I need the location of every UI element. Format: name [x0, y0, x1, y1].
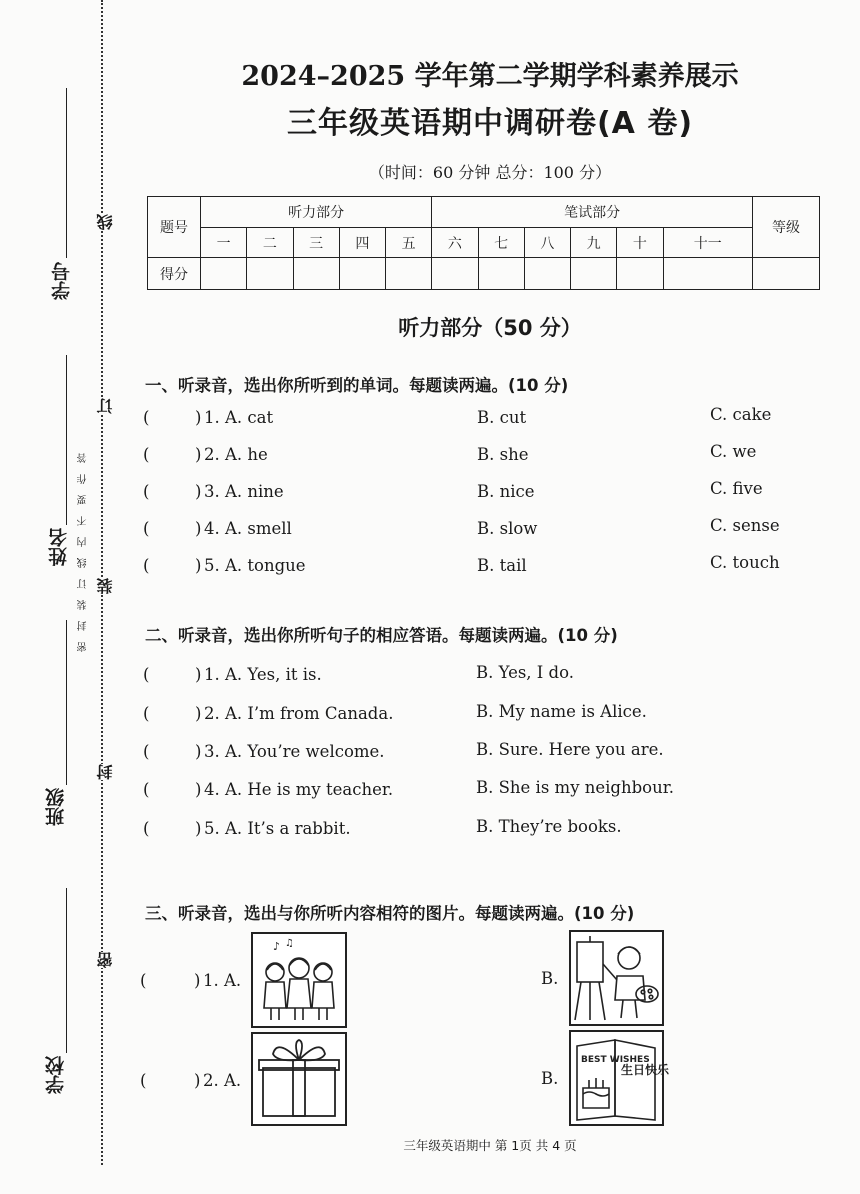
- option-a: 4. A. smell: [204, 519, 292, 538]
- answer-blank[interactable]: (: [143, 519, 150, 538]
- option-a: 3. A. nine: [204, 482, 284, 501]
- question-no-header: 题号: [148, 197, 201, 258]
- score-cell[interactable]: [571, 258, 617, 290]
- col-header: 十一: [663, 228, 753, 258]
- school-label: 学校: [45, 1056, 67, 1094]
- score-cell[interactable]: [201, 258, 247, 290]
- class-field[interactable]: [66, 620, 67, 785]
- option-b: B. Sure. Here you are.: [476, 740, 664, 759]
- binding-margin: [0, 0, 120, 1194]
- option-b: B. They’re books.: [476, 817, 622, 836]
- answer-blank[interactable]: (: [143, 408, 150, 427]
- cut-mark-mi: 密: [96, 952, 115, 968]
- option-c: C. touch: [710, 553, 780, 572]
- exam-title-line2: 三年级英语期中调研卷(A 卷): [286, 106, 694, 141]
- writing-part-header: 笔试部分: [432, 197, 753, 228]
- option-b: B. she: [477, 445, 529, 464]
- col-header: 六: [432, 228, 478, 258]
- option-b-label: B.: [541, 969, 559, 988]
- cut-mark-ding: 订: [96, 398, 115, 414]
- grade-header: 等级: [753, 197, 820, 258]
- score-table: [147, 196, 820, 290]
- cut-mark-zhuang: 装: [96, 578, 115, 594]
- exam-time-score: （时间：60 分钟 总分：100 分）: [368, 163, 612, 182]
- page-footer: 三年级英语期中 第 1页 共 4 页: [403, 1138, 577, 1153]
- listening-part-header: 听力部分: [201, 197, 432, 228]
- grade-cell[interactable]: [753, 258, 820, 290]
- option-a: 2. A. he: [204, 445, 268, 464]
- score-row-label: 得分: [148, 258, 201, 290]
- student-no-field[interactable]: [66, 88, 67, 258]
- col-header: 八: [524, 228, 570, 258]
- answer-blank[interactable]: (: [143, 445, 150, 464]
- singing-children-icon[interactable]: [251, 932, 347, 1028]
- name-label: 姓名: [48, 528, 70, 566]
- option-b: B. My name is Alice.: [476, 702, 647, 721]
- answer-blank[interactable]: (: [143, 704, 150, 723]
- col-header: 二: [247, 228, 293, 258]
- class-label: 班级: [45, 788, 67, 826]
- option-a: 3. A. You’re welcome.: [204, 742, 385, 761]
- cut-mark-line: 线: [96, 214, 115, 230]
- part3-heading: 三、听录音，选出与你所听内容相符的图片。每题读两遍。(10 分): [145, 904, 635, 923]
- svg-text:♪: ♪: [273, 940, 281, 953]
- svg-text:♫: ♫: [285, 938, 294, 949]
- cut-mark-feng: 封: [96, 764, 115, 780]
- no-answer-warning: 密封装订线内不要作答: [78, 442, 89, 652]
- listening-section-title: 听力部分（50 分）: [398, 316, 582, 340]
- option-b: B. She is my neighbour.: [476, 778, 675, 797]
- col-header: 四: [339, 228, 385, 258]
- part1-heading: 一、听录音，选出你所听到的单词。每题读两遍。(10 分): [145, 376, 569, 395]
- boy-painting-icon[interactable]: [569, 930, 664, 1026]
- option-a-label: 1. A.: [203, 971, 242, 990]
- answer-blank[interactable]: (: [143, 819, 150, 838]
- col-header: 五: [386, 228, 432, 258]
- name-field[interactable]: [66, 355, 67, 525]
- option-c: C. cake: [710, 405, 772, 424]
- answer-blank[interactable]: (: [143, 742, 150, 761]
- col-header: 九: [571, 228, 617, 258]
- option-a: 5. A. It’s a rabbit.: [204, 819, 351, 838]
- option-b: B. Yes, I do.: [476, 663, 575, 682]
- greeting-card-icon[interactable]: [569, 1030, 670, 1126]
- student-no-label: 学号: [51, 262, 73, 300]
- score-cell[interactable]: [386, 258, 432, 290]
- option-c: C. sense: [710, 516, 780, 535]
- option-b: B. slow: [477, 519, 538, 538]
- answer-blank[interactable]: (: [143, 482, 150, 501]
- option-c: C. we: [710, 442, 757, 461]
- col-header: 一: [201, 228, 247, 258]
- answer-blank[interactable]: (: [143, 665, 150, 684]
- card-wishes-text: BEST WISHES: [581, 1055, 650, 1065]
- answer-blank[interactable]: (: [143, 556, 150, 575]
- option-b: B. cut: [477, 408, 527, 427]
- answer-blank[interactable]: (: [140, 971, 147, 990]
- option-a: 2. A. I’m from Canada.: [204, 704, 394, 723]
- score-cell[interactable]: [247, 258, 293, 290]
- option-b: B. tail: [477, 556, 527, 575]
- option-c: C. five: [710, 479, 763, 498]
- score-cell[interactable]: [339, 258, 385, 290]
- option-b: B. nice: [477, 482, 535, 501]
- score-cell[interactable]: [293, 258, 339, 290]
- gift-box-icon[interactable]: [251, 1032, 347, 1126]
- score-cell[interactable]: [524, 258, 570, 290]
- col-header: 七: [478, 228, 524, 258]
- answer-blank[interactable]: (: [143, 780, 150, 799]
- option-a-label: 2. A.: [203, 1071, 242, 1090]
- option-a: 1. A. cat: [204, 408, 274, 427]
- score-cell[interactable]: [432, 258, 478, 290]
- school-field[interactable]: [66, 888, 67, 1053]
- option-a: 4. A. He is my teacher.: [204, 780, 394, 799]
- card-birthday-text: 生日快乐: [621, 1063, 670, 1077]
- col-header: 三: [293, 228, 339, 258]
- part2-heading: 二、听录音，选出你所听句子的相应答语。每题读两遍。(10 分): [145, 626, 618, 645]
- score-cell[interactable]: [663, 258, 753, 290]
- answer-blank[interactable]: (: [140, 1071, 147, 1090]
- option-a: 5. A. tongue: [204, 556, 306, 575]
- score-cell[interactable]: [617, 258, 663, 290]
- option-b-label: B.: [541, 1069, 559, 1088]
- exam-title-line1: 2024–2025 学年第二学期学科素养展示: [241, 61, 739, 92]
- score-cell[interactable]: [478, 258, 524, 290]
- col-header: 十: [617, 228, 663, 258]
- option-a: 1. A. Yes, it is.: [204, 665, 322, 684]
